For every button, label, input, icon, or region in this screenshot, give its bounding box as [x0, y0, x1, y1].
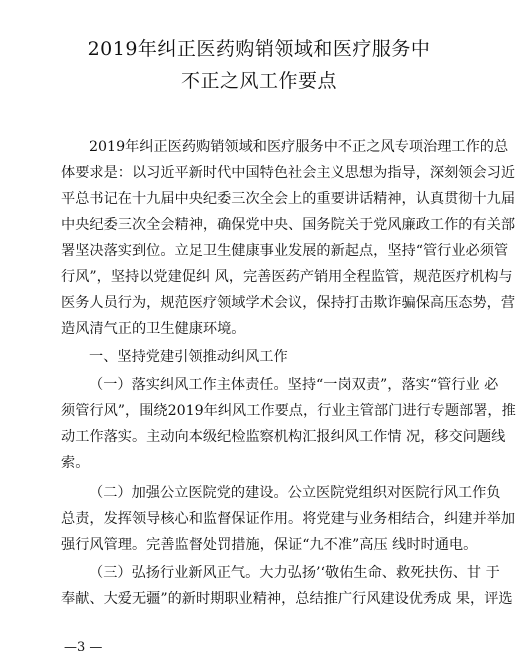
body-text-line: 动工作落实。主动向本级纪检监察机构汇报纠风工作情 况，移交问题线	[61, 429, 506, 445]
body-text-line: （三）弘扬行业新风正气。大力弘扬’‘敬佑生命、救死扶伤、甘 于	[89, 565, 500, 581]
body-text-line: 体要求是：以习近平新时代中国特色社会主义思想为指导，深刻领会习近	[61, 165, 516, 181]
body-text-line: 中央纪委三次全会精神，确保党中央、国务院关于党风廉政工作的有关部	[61, 217, 516, 233]
body-text-line: 医务人员行为，规范医疗领域学术会议，保持打击欺诈骗保高压态势，营	[61, 295, 516, 311]
body-text-line: 平总书记在十九届中央纪委三次全会上的重要讲话精神，认真贯彻十九届	[61, 191, 516, 207]
body-text-line: 须管行风”，围绕2019年纠风工作要点，行业主管部门进行专题部署，推	[61, 403, 516, 419]
body-text-line: 索。	[61, 455, 90, 471]
body-text-line: 署坚决落实到位。立足卫生健康事业发展的新起点，坚持“管行业必须管	[61, 243, 509, 259]
body-text-line: 2019年纠正医药购销领域和医疗服务中不正之风专项治理工作的总	[89, 139, 509, 155]
page-number: —3 —	[64, 640, 103, 655]
body-text-line: （一）落实纠风工作主体责任。坚持“一岗双责”，落实“管行业 必	[89, 377, 499, 393]
body-text-line: （二）加强公立医院党的建设。公立医院党组织对医院行风工作负	[89, 485, 501, 501]
body-text-line: 总责，发挥领导核心和监督保证作用。将党建与业务相结合，纠建并举加	[61, 511, 516, 527]
document-title-line-2: 不正之风工作要点	[180, 70, 337, 92]
body-text-line: 奉献、大爱无疆”的新时期职业精神，总结推广行风建设优秀成 果，评选	[61, 591, 513, 607]
body-text-line: 强行风管理。完善监督处罚措施，保证“九不准”高压 线时时通电。	[61, 537, 478, 553]
section-heading: 一、坚持党建引领推动纠风工作	[89, 349, 288, 365]
body-text-line: 造风清气正的卫生健康环境。	[61, 321, 246, 337]
body-text-line: 行风”，坚持以党建促纠 风，完善医药产销用全程监管，规范医疗机构与	[61, 269, 513, 285]
document-title-line-1: 2019年纠正医药购销领域和医疗服务中	[87, 38, 431, 60]
